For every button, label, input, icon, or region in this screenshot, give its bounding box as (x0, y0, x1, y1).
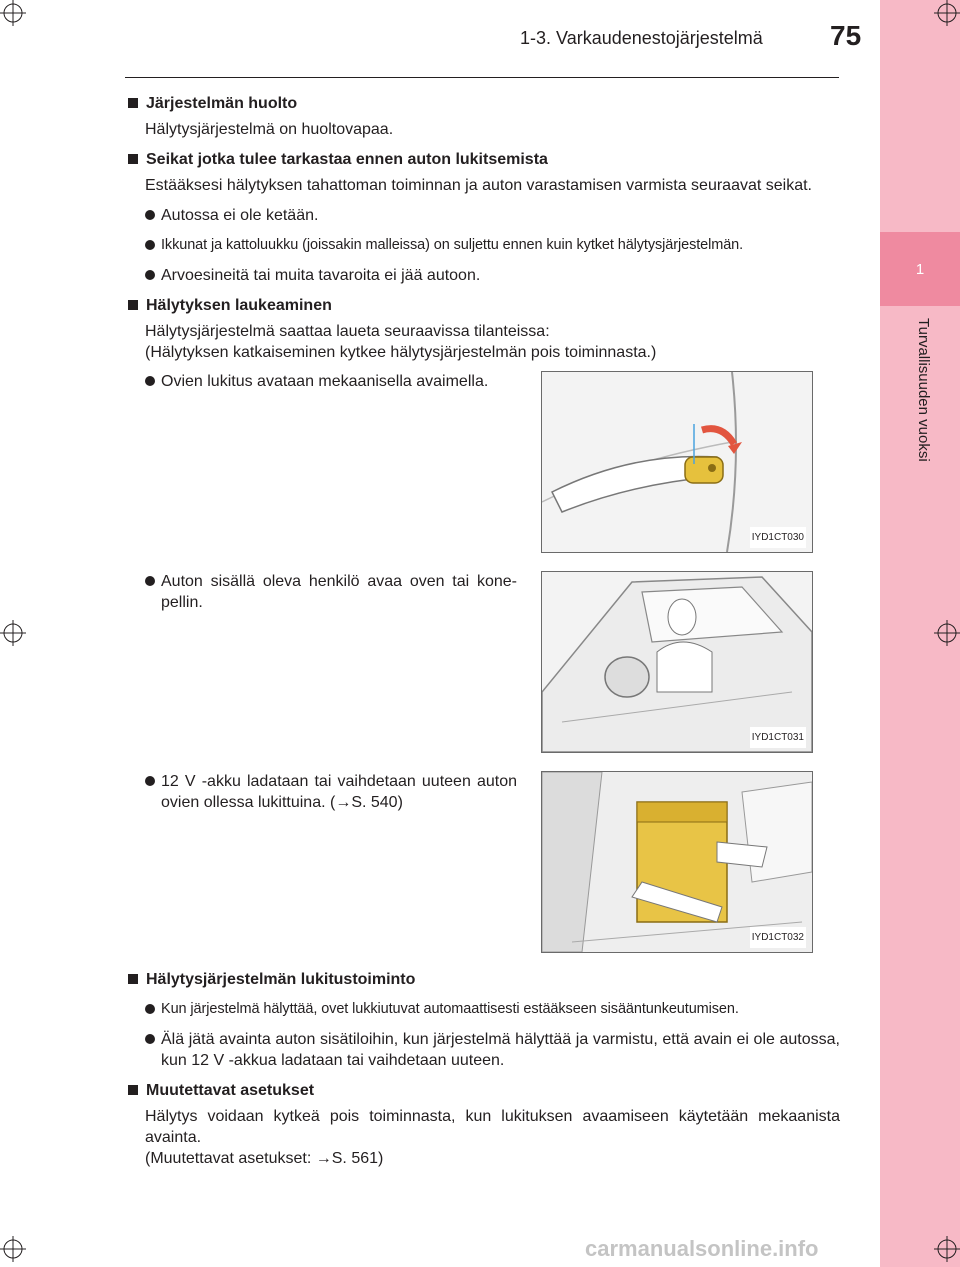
figure-code: IYD1CT030 (750, 527, 806, 548)
header-rule (125, 77, 839, 78)
square-bullet-icon (128, 300, 138, 310)
round-bullet-icon (145, 776, 155, 786)
figure-row (145, 571, 840, 753)
registration-mark-icon (0, 620, 26, 646)
illustration-person-opening-door (541, 571, 813, 753)
round-bullet-icon (145, 1034, 155, 1044)
heading-custom-settings (125, 1080, 840, 1101)
list-item (145, 571, 517, 753)
section-title: 1-3. Varkaudenestojärjestelmä (520, 28, 763, 48)
heading-text: Hälytysjärjestelmän lukitustoiminto (146, 971, 416, 988)
list-item-text: Arvoesineitä tai muita tavaroita ei jää autoon. (161, 267, 481, 284)
list-item-text: Kun järjestelmä hälyttää, ovet lukkiutuvat automaattisesti estääkseen sisääntunkeutumisen. (161, 1001, 739, 1017)
car-interior-illustration (542, 572, 812, 752)
square-bullet-icon (128, 98, 138, 108)
list-item-text: Älä jätä avainta auton sisätiloihin, kun järjestelmä hälyttää ja varmistu, että avain ei ole autossa, kun 12 V -akkua ladataan tai vaihdetaan uuteen. (161, 1031, 840, 1069)
registration-mark-icon (934, 620, 960, 646)
illustration-battery (541, 771, 813, 953)
figure-row (145, 371, 840, 553)
paragraph: (Muutettavat asetukset: →S. 561) (145, 1150, 384, 1167)
heading-text: Muutettavat asetukset (146, 1082, 315, 1099)
chapter-tab (880, 232, 960, 306)
paragraph: Estääksesi hälytyksen tahattoman toiminnan ja auton varastamisen varmista seuraavat seikat. (145, 177, 812, 194)
list-item-text: Auton sisällä oleva henkilö avaa oven tai kone-pellin. (161, 573, 517, 611)
heading-text: Hälytyksen laukeaminen (146, 297, 332, 314)
square-bullet-icon (128, 974, 138, 984)
paragraph: (Hälytyksen katkaiseminen kytkee hälytysjärjestelmän pois toiminnasta.) (145, 344, 657, 361)
square-bullet-icon (128, 1085, 138, 1095)
square-bullet-icon (128, 154, 138, 164)
list-item (145, 235, 840, 256)
round-bullet-icon (145, 376, 155, 386)
heading-checks (125, 149, 840, 170)
list-item-text: Ikkunat ja kattoluukku (joissakin malleissa) on suljettu ennen kuin kytket hälytysjärjestelmän. (161, 237, 744, 253)
round-bullet-icon (145, 576, 155, 586)
list-item (145, 1029, 840, 1071)
heading-text: Järjestelmän huolto (146, 95, 298, 112)
list-item (145, 371, 517, 553)
round-bullet-icon (145, 1004, 155, 1014)
paragraph: Hälytysjärjestelmä saattaa laueta seuraavissa tilanteissa: (145, 323, 550, 340)
watermark: carmanualsonline.info (585, 1236, 819, 1261)
figure-row (145, 771, 840, 953)
paragraph: Hälytys voidaan kytkeä pois toiminnasta, kun lukituksen avaamiseen käytetään mekaanista avainta. (145, 1108, 840, 1146)
chapter-label: Turvallisuuden vuoksi (915, 318, 932, 462)
paragraph: Hälytysjärjestelmä on huoltovapaa. (145, 121, 394, 138)
illustration-door-handle (541, 371, 813, 553)
list-item (145, 999, 840, 1020)
list-item-text: Ovien lukitus avataan mekaanisella avaimella. (161, 373, 489, 390)
registration-mark-icon (0, 0, 26, 26)
list-item-text: 12 V -akku ladataan tai vaihdetaan uuteen auton ovien ollessa lukittuina. (→S. 540) (161, 773, 517, 811)
heading-maintenance (125, 93, 840, 114)
list-item (145, 771, 517, 953)
figure-code: IYD1CT031 (750, 727, 806, 748)
heading-lock-function (125, 969, 840, 990)
list-item (145, 265, 840, 286)
list-item (145, 205, 840, 226)
list-item-text: Autossa ei ole ketään. (161, 207, 319, 224)
round-bullet-icon (145, 270, 155, 280)
page-content (125, 93, 840, 1169)
page-number: 75 (830, 20, 862, 51)
round-bullet-icon (145, 210, 155, 220)
figure-code: IYD1CT032 (750, 927, 806, 948)
chapter-number: 1 (915, 260, 925, 278)
registration-mark-icon (934, 1236, 960, 1262)
battery-illustration (542, 772, 812, 952)
registration-mark-icon (934, 0, 960, 26)
registration-mark-icon (0, 1236, 26, 1262)
round-bullet-icon (145, 240, 155, 250)
heading-alarm-trigger (125, 295, 840, 316)
door-handle-illustration (542, 372, 812, 552)
heading-text: Seikat jotka tulee tarkastaa ennen auton lukitsemista (146, 151, 548, 168)
